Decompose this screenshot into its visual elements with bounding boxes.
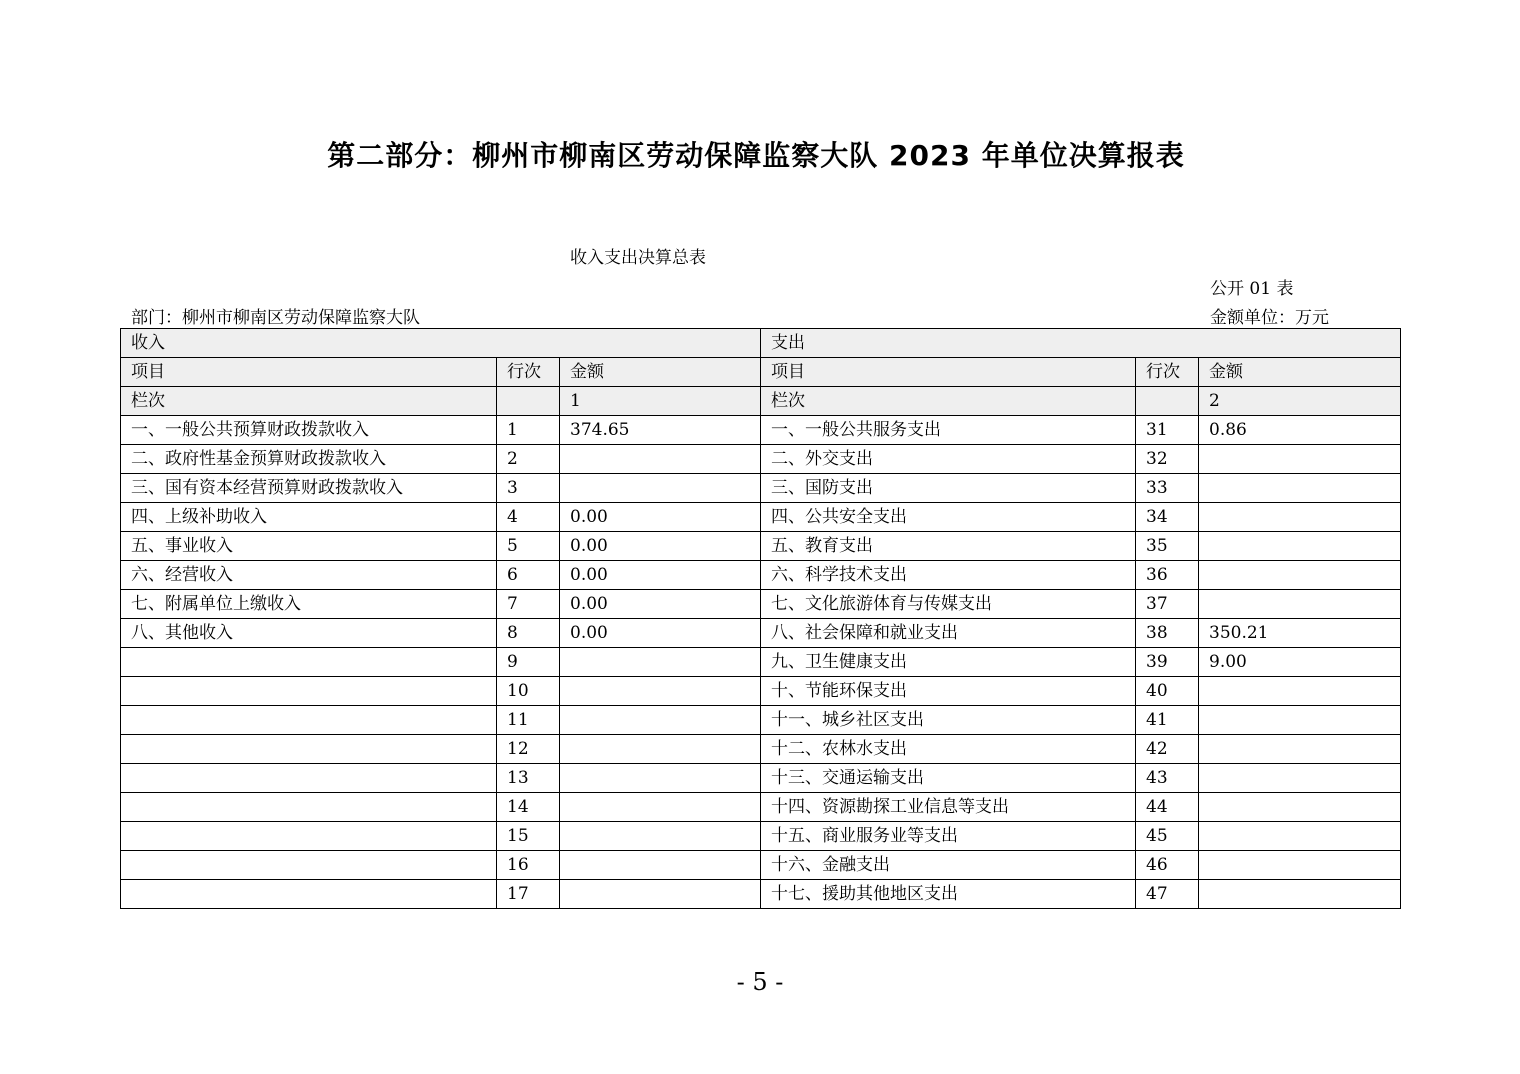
expense-line-cell: 33: [1136, 474, 1199, 503]
table-row: [121, 445, 1401, 474]
income-item-cell: 六、经营收入: [121, 561, 497, 590]
expense-amount-cell: [1199, 503, 1401, 532]
expense-line-header: 行次: [1136, 358, 1199, 387]
income-column-index: 1: [560, 387, 761, 416]
income-amount-cell: 0.00: [560, 503, 761, 532]
income-line-cell: 17: [497, 880, 560, 909]
expense-item-cell: 十三、交通运输支出: [761, 764, 1136, 793]
income-item-cell: 一、一般公共预算财政拨款收入: [121, 416, 497, 445]
expense-line-cell: 40: [1136, 677, 1199, 706]
income-item-cell: 二、政府性基金预算财政拨款收入: [121, 445, 497, 474]
expense-amount-cell: [1199, 474, 1401, 503]
expense-amount-cell: [1199, 880, 1401, 909]
table-row: [121, 677, 1401, 706]
expense-item-cell: 八、社会保障和就业支出: [761, 619, 1136, 648]
expense-section-header: 支出: [761, 329, 1401, 358]
income-item-cell: [121, 851, 497, 880]
expense-item-cell: 六、科学技术支出: [761, 561, 1136, 590]
income-line-cell: 6: [497, 561, 560, 590]
income-item-cell: 三、国有资本经营预算财政拨款收入: [121, 474, 497, 503]
expense-amount-cell: [1199, 793, 1401, 822]
amount-unit-label: 金额单位：万元: [1210, 308, 1329, 328]
income-line-cell: 10: [497, 677, 560, 706]
expense-amount-cell: 350.21: [1199, 619, 1401, 648]
section-header-row: [121, 329, 1401, 358]
income-amount-cell: [560, 706, 761, 735]
income-amount-cell: 0.00: [560, 619, 761, 648]
income-line-cell: 3: [497, 474, 560, 503]
income-line-cell: 4: [497, 503, 560, 532]
income-line-cell: 13: [497, 764, 560, 793]
expense-line-cell: 36: [1136, 561, 1199, 590]
income-amount-cell: 374.65: [560, 416, 761, 445]
expense-item-cell: 十五、商业服务业等支出: [761, 822, 1136, 851]
expense-line-cell: 31: [1136, 416, 1199, 445]
income-item-cell: [121, 822, 497, 851]
income-item-cell: [121, 764, 497, 793]
table-row: [121, 706, 1401, 735]
expense-amount-cell: [1199, 822, 1401, 851]
expense-item-cell: 十二、农林水支出: [761, 735, 1136, 764]
income-line-cell: 8: [497, 619, 560, 648]
table-row: [121, 880, 1401, 909]
table-row: [121, 561, 1401, 590]
income-item-cell: [121, 677, 497, 706]
page-number: - 5 -: [736, 968, 784, 996]
income-line-cell: 15: [497, 822, 560, 851]
column-index-row: [121, 387, 1401, 416]
income-line-cell: 11: [497, 706, 560, 735]
income-line-cell: 2: [497, 445, 560, 474]
expense-amount-cell: [1199, 735, 1401, 764]
income-amount-cell: [560, 822, 761, 851]
expense-line-cell: 42: [1136, 735, 1199, 764]
income-item-cell: [121, 706, 497, 735]
income-amount-cell: 0.00: [560, 590, 761, 619]
income-line-cell: 14: [497, 793, 560, 822]
expense-item-header: 项目: [761, 358, 1136, 387]
income-amount-cell: [560, 735, 761, 764]
page-title: 第二部分：柳州市柳南区劳动保障监察大队 2023 年单位决算报表: [327, 139, 1185, 172]
expense-item-cell: 一、一般公共服务支出: [761, 416, 1136, 445]
expense-line-cell: 37: [1136, 590, 1199, 619]
income-amount-cell: [560, 880, 761, 909]
expense-item-cell: 七、文化旅游体育与传媒支出: [761, 590, 1136, 619]
income-amount-cell: [560, 793, 761, 822]
expense-line-cell: 41: [1136, 706, 1199, 735]
expense-item-cell: 三、国防支出: [761, 474, 1136, 503]
expense-amount-header: 金额: [1199, 358, 1401, 387]
expense-amount-cell: 9.00: [1199, 648, 1401, 677]
expense-amount-cell: [1199, 590, 1401, 619]
expense-item-cell: 十四、资源勘探工业信息等支出: [761, 793, 1136, 822]
income-line-header: 行次: [497, 358, 560, 387]
income-amount-cell: [560, 677, 761, 706]
expense-amount-cell: [1199, 851, 1401, 880]
table-row: [121, 735, 1401, 764]
income-expense-table: [120, 328, 1401, 909]
income-item-cell: 四、上级补助收入: [121, 503, 497, 532]
income-amount-cell: [560, 764, 761, 793]
income-item-cell: 七、附属单位上缴收入: [121, 590, 497, 619]
expense-line-cell: 45: [1136, 822, 1199, 851]
expense-line-cell: 32: [1136, 445, 1199, 474]
department-label: 部门：柳州市柳南区劳动保障监察大队: [131, 308, 420, 328]
table-row: [121, 619, 1401, 648]
table-row: [121, 851, 1401, 880]
expense-amount-cell: [1199, 677, 1401, 706]
table-row: [121, 474, 1401, 503]
expense-item-cell: 十七、援助其他地区支出: [761, 880, 1136, 909]
income-amount-cell: [560, 474, 761, 503]
income-amount-cell: 0.00: [560, 532, 761, 561]
form-number: 公开 01 表: [1210, 279, 1294, 299]
expense-amount-cell: [1199, 445, 1401, 474]
income-amount-cell: [560, 445, 761, 474]
income-line-index: [497, 387, 560, 416]
table-subtitle: 收入支出决算总表: [570, 248, 706, 268]
expense-line-cell: 35: [1136, 532, 1199, 561]
expense-item-cell: 十一、城乡社区支出: [761, 706, 1136, 735]
expense-line-cell: 39: [1136, 648, 1199, 677]
income-item-cell: [121, 735, 497, 764]
expense-item-cell: 十、节能环保支出: [761, 677, 1136, 706]
table-row: [121, 793, 1401, 822]
expense-column-index-label: 栏次: [761, 387, 1136, 416]
expense-amount-cell: [1199, 561, 1401, 590]
expense-line-cell: 38: [1136, 619, 1199, 648]
expense-amount-cell: [1199, 706, 1401, 735]
expense-line-cell: 47: [1136, 880, 1199, 909]
expense-line-cell: 44: [1136, 793, 1199, 822]
income-item-cell: 五、事业收入: [121, 532, 497, 561]
income-column-index-label: 栏次: [121, 387, 497, 416]
expense-item-cell: 九、卫生健康支出: [761, 648, 1136, 677]
expense-line-cell: 34: [1136, 503, 1199, 532]
income-line-cell: 5: [497, 532, 560, 561]
expense-item-cell: 五、教育支出: [761, 532, 1136, 561]
income-item-cell: [121, 648, 497, 677]
table-row: [121, 590, 1401, 619]
expense-line-cell: 46: [1136, 851, 1199, 880]
income-item-cell: 八、其他收入: [121, 619, 497, 648]
income-item-cell: [121, 793, 497, 822]
income-line-cell: 7: [497, 590, 560, 619]
income-item-cell: [121, 880, 497, 909]
expense-line-cell: 43: [1136, 764, 1199, 793]
expense-item-cell: 四、公共安全支出: [761, 503, 1136, 532]
expense-column-index: 2: [1199, 387, 1401, 416]
table-row: [121, 532, 1401, 561]
table-row: [121, 648, 1401, 677]
income-line-cell: 12: [497, 735, 560, 764]
expense-amount-cell: [1199, 764, 1401, 793]
table-row: [121, 764, 1401, 793]
expense-item-cell: 二、外交支出: [761, 445, 1136, 474]
expense-item-cell: 十六、金融支出: [761, 851, 1136, 880]
column-header-row: [121, 358, 1401, 387]
income-line-cell: 1: [497, 416, 560, 445]
income-amount-cell: [560, 648, 761, 677]
table-row: [121, 416, 1401, 445]
income-item-header: 项目: [121, 358, 497, 387]
table-row: [121, 503, 1401, 532]
income-amount-cell: 0.00: [560, 561, 761, 590]
income-amount-cell: [560, 851, 761, 880]
table-row: [121, 822, 1401, 851]
expense-amount-cell: 0.86: [1199, 416, 1401, 445]
income-amount-header: 金额: [560, 358, 761, 387]
expense-amount-cell: [1199, 532, 1401, 561]
income-line-cell: 16: [497, 851, 560, 880]
income-section-header: 收入: [121, 329, 761, 358]
expense-line-index: [1136, 387, 1199, 416]
income-line-cell: 9: [497, 648, 560, 677]
